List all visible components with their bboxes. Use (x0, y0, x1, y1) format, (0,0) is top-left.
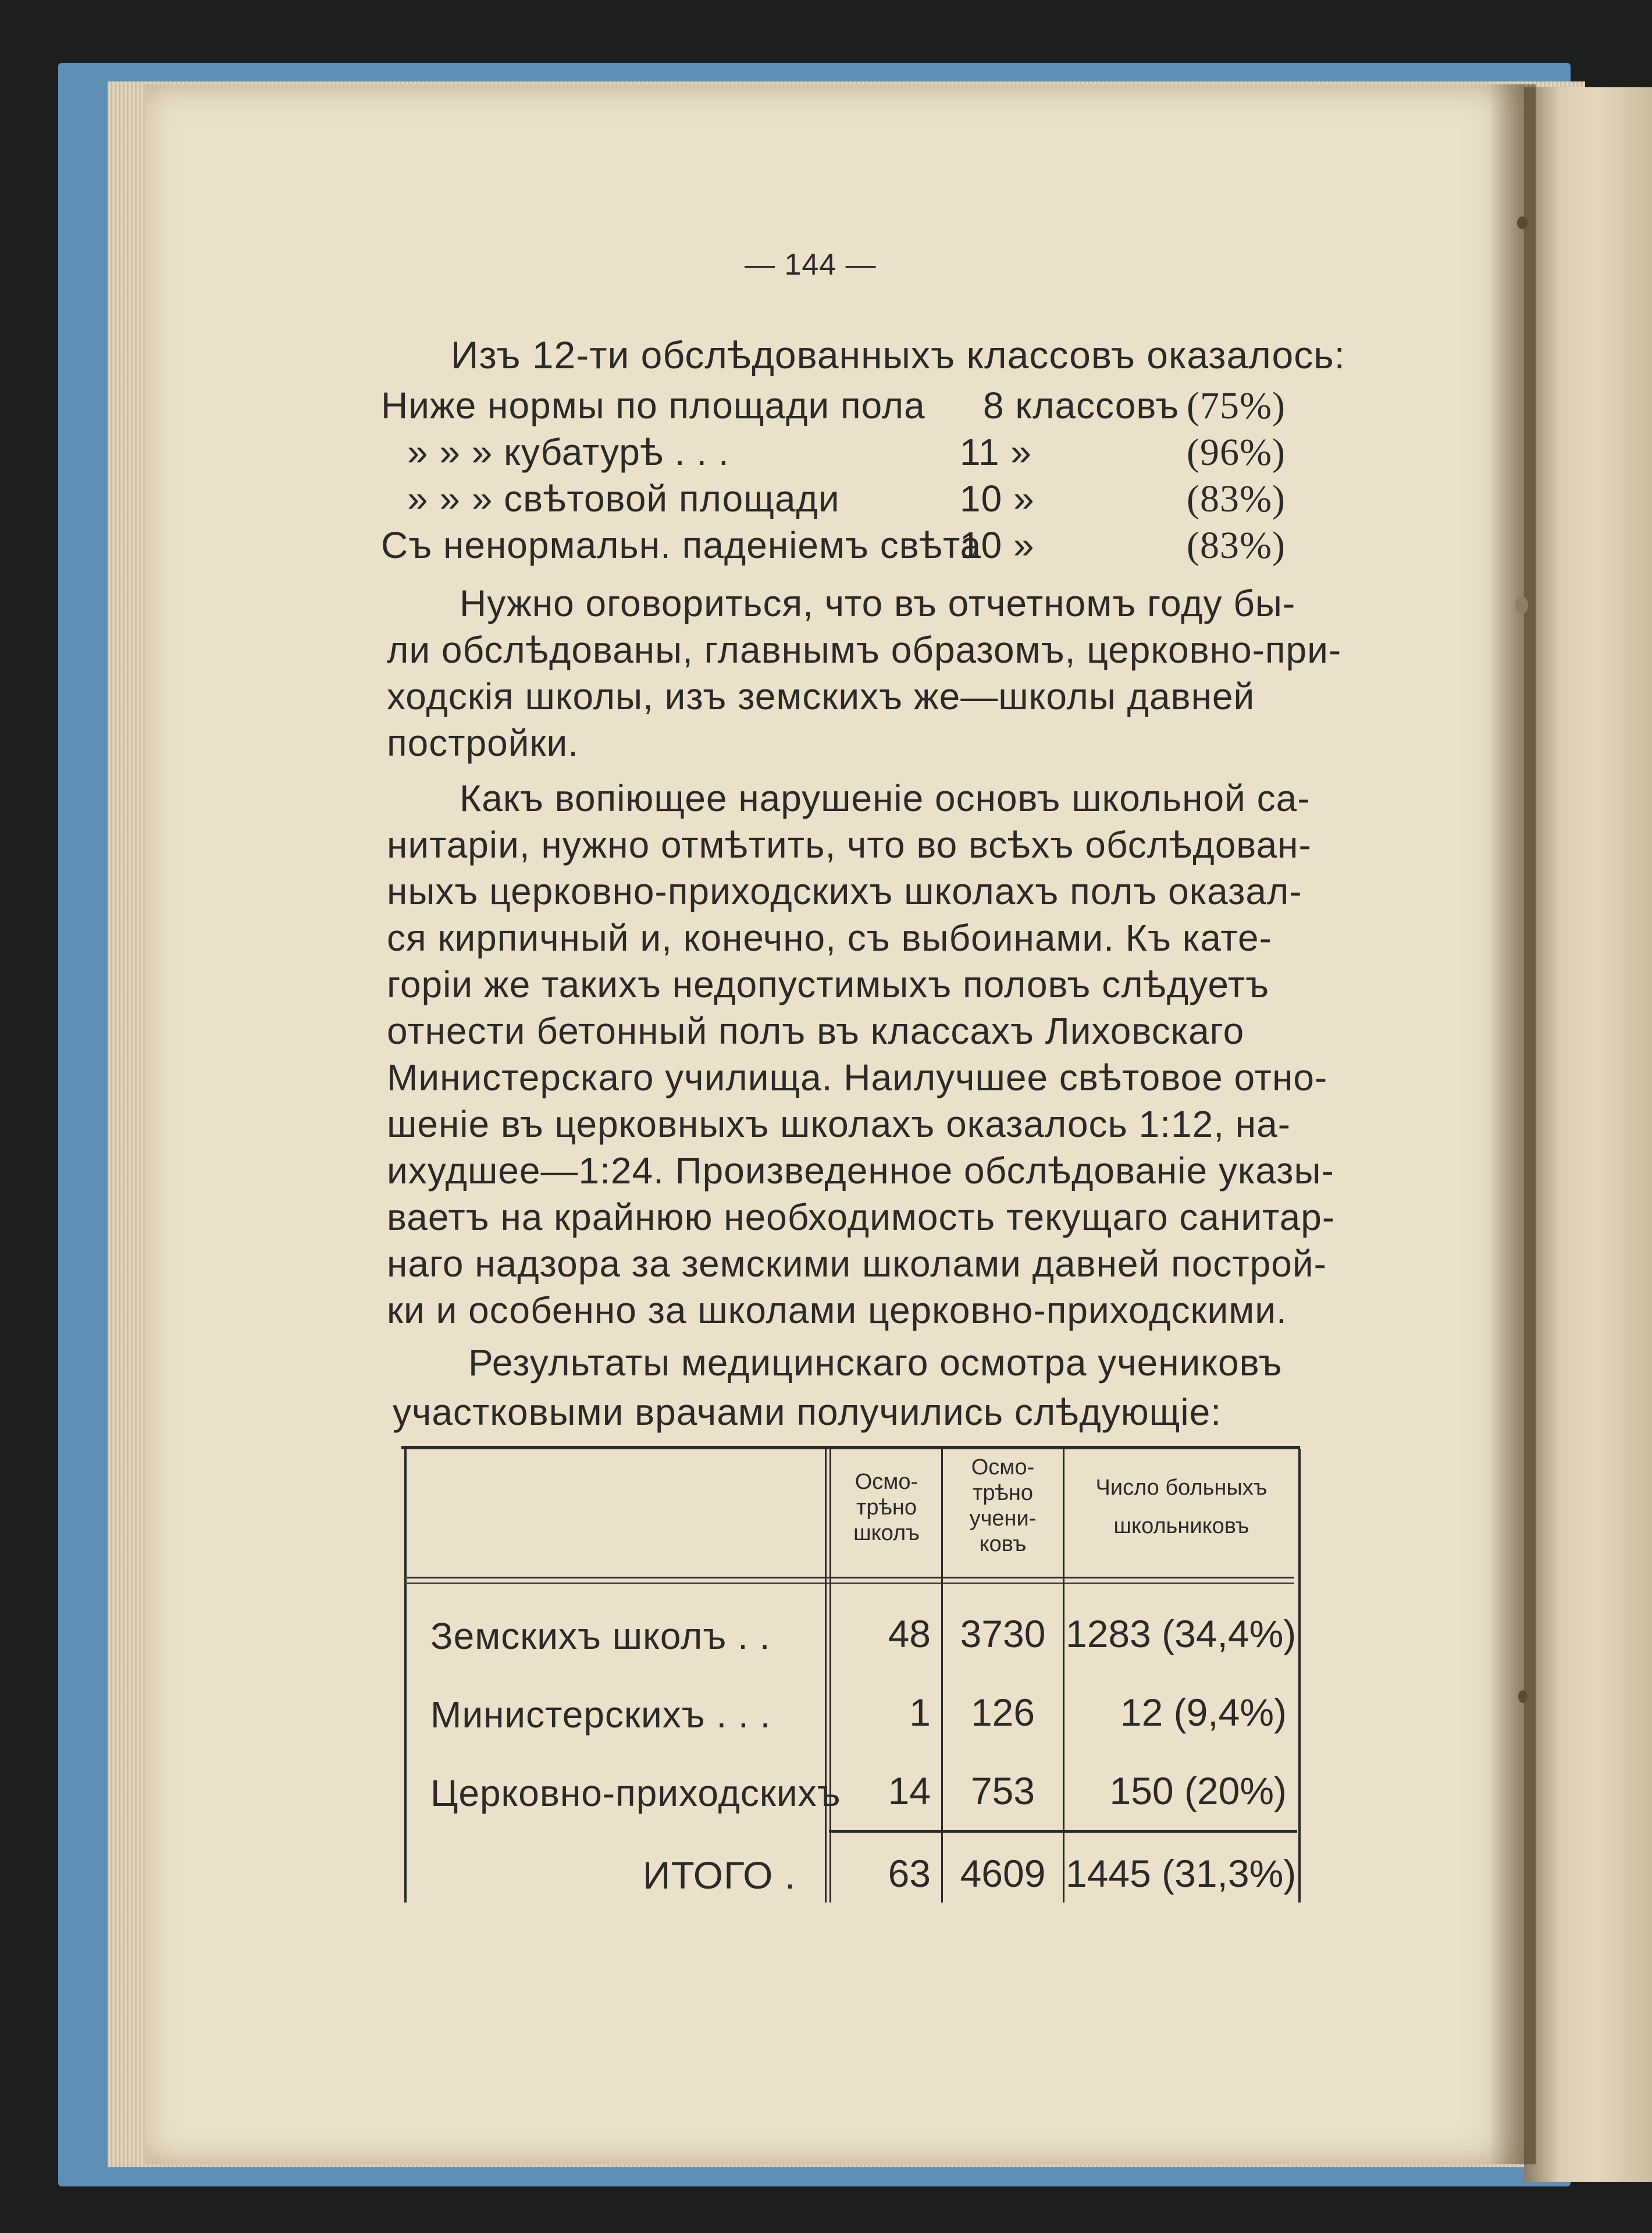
text-line: ли обслѣдованы, главнымъ образомъ, церковно-при- (387, 629, 1342, 671)
finding-percent: (83%) (1187, 524, 1286, 567)
page-number: — 144 — (745, 248, 877, 282)
finding-count: 10 » (960, 524, 1035, 566)
page-mark (1518, 1690, 1528, 1703)
finding-label: » » » свѣтовой площади (407, 478, 840, 520)
total-pupils: 4609 (960, 1852, 1046, 1895)
row-pupils: 753 (970, 1769, 1035, 1812)
finding-label: » » » кубатурѣ . . . (407, 431, 729, 473)
total-schools: 63 (888, 1852, 931, 1895)
spine-shadow (1489, 84, 1536, 2164)
page-mark (1517, 216, 1528, 229)
text-line: ныхъ церковно-приходскихъ школахъ полъ оказал- (387, 870, 1302, 912)
finding-percent: (83%) (1187, 478, 1286, 520)
finding-count: 11 » (960, 431, 1032, 473)
text-line: Какъ вопіющее нарушеніе основъ школьной са- (460, 777, 1311, 819)
text-line: Министерскаго училища. Наилучшее свѣтовое отно- (387, 1057, 1328, 1098)
row-schools: 14 (888, 1769, 931, 1812)
text-line: ки и особенно за школами церковно-приходскими. (387, 1289, 1287, 1331)
header-bottom-rule (407, 1577, 1294, 1578)
text-line: Результаты медицинскаго осмотра учениковъ (468, 1342, 1283, 1384)
text-line: постройки. (387, 722, 579, 764)
text-line: ходскія школы, изъ земскихъ же—школы давней (387, 675, 1255, 717)
header-schools: Осмо- трѣно школъ (853, 1470, 920, 1545)
row-pupils: 126 (970, 1691, 1035, 1734)
header-sick: Число больныхъ школьниковъ (1095, 1475, 1268, 1538)
text-line: ихудшее—1:24. Произведенное обслѣдованіе указы- (387, 1150, 1334, 1192)
finding-label: Ниже нормы по площади пола (381, 385, 925, 426)
text-line: наго надзора за земскими школами давней построй- (387, 1243, 1327, 1285)
row-name: Министерскихъ . . . (430, 1694, 771, 1736)
text-line: шеніе въ церковныхъ школахъ оказалось 1:12, на- (387, 1103, 1291, 1145)
header-pupils: Осмо- трѣно учени- ковъ (969, 1455, 1037, 1556)
row-sick: 12 (9,4%) (1120, 1691, 1287, 1734)
table-top-rule (401, 1446, 1300, 1449)
finding-count: 8 классовъ (983, 385, 1180, 426)
finding-count: 10 » (960, 478, 1035, 520)
row-schools: 48 (888, 1612, 931, 1655)
row-name: Земскихъ школъ . . (430, 1615, 771, 1657)
page-mark (1515, 596, 1528, 614)
table-left-rule (404, 1449, 407, 1903)
row-pupils: 3730 (960, 1612, 1046, 1655)
column-rule (825, 1449, 827, 1903)
row-sick: 150 (20%) (1109, 1769, 1287, 1812)
text-line: Нужно оговориться, что въ отчетномъ году бы- (460, 582, 1296, 624)
text-line: нитаріи, нужно отмѣтить, что во всѣхъ обслѣдован- (387, 824, 1312, 866)
finding-percent: (96%) (1187, 431, 1286, 474)
row-schools: 1 (909, 1691, 931, 1734)
column-rule (829, 1449, 831, 1903)
text-line: ся кирпичный и, конечно, съ выбоинами. Къ кате- (387, 917, 1272, 959)
total-sick: 1445 (31,3%) (1066, 1852, 1297, 1895)
row-sick: 1283 (34,4%) (1066, 1612, 1297, 1655)
text-line: горіи же такихъ недопустимыхъ половъ слѣдуетъ (387, 963, 1270, 1005)
row-name: Церковно-приходскихъ (430, 1772, 841, 1814)
text-line: участковыми врачами получились слѣдующіе: (393, 1391, 1222, 1433)
text-line: ваетъ на крайнюю необходимость текущаго санитар- (387, 1196, 1336, 1238)
facing-page-edge (1524, 87, 1652, 2182)
finding-label: Съ ненормальн. паденіемъ свѣта (381, 524, 982, 566)
table-right-rule (1298, 1449, 1301, 1903)
finding-percent: (75%) (1187, 385, 1286, 427)
total-label: ИТОГО . (643, 1854, 796, 1897)
intro-line: Изъ 12-ти обслѣдованныхъ классовъ оказалось: (451, 333, 1345, 376)
header-bottom-rule (407, 1583, 1294, 1584)
text-line: отнести бетонный полъ въ классахъ Лиховскаго (387, 1010, 1245, 1052)
